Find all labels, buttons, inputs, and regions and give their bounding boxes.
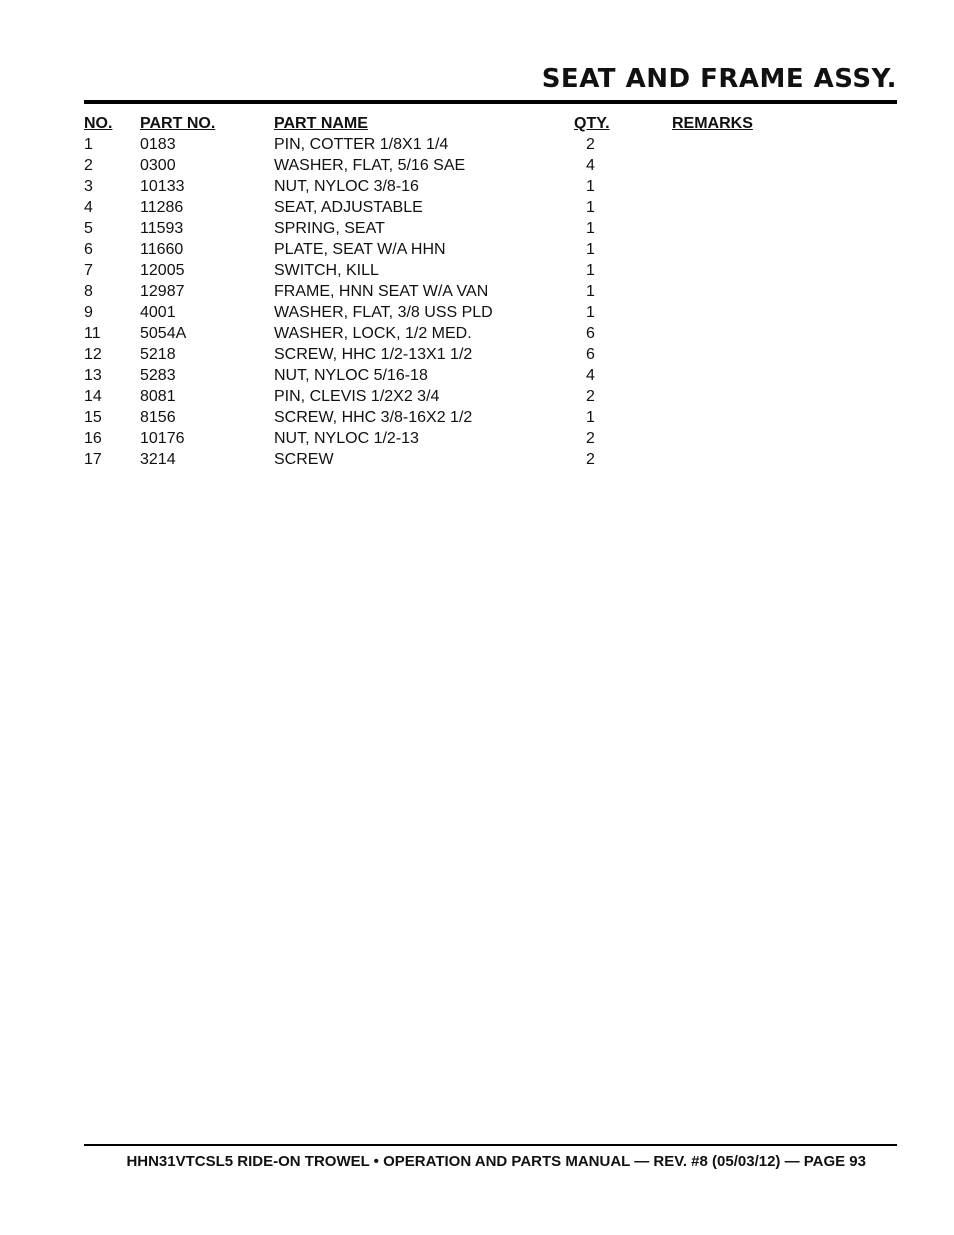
cell-qty: 4 (586, 156, 595, 174)
cell-part-no: 3214 (140, 450, 176, 468)
cell-remarks (672, 302, 872, 323)
cell-no: 6 (84, 240, 93, 258)
cell-remarks (672, 260, 872, 281)
cell-qty: 1 (586, 282, 595, 300)
table-row (84, 386, 872, 407)
cell-part-name: SCREW, HHC 3/8-16X2 1/2 (274, 408, 473, 426)
cell-remarks (672, 428, 872, 449)
cell-no: 17 (84, 450, 102, 468)
cell-remarks (672, 407, 872, 428)
parts-table (84, 113, 872, 470)
cell-part-no: 5218 (140, 345, 176, 363)
cell-remarks (672, 197, 872, 218)
cell-remarks (672, 449, 872, 470)
cell-part-name: SEAT, ADJUSTABLE (274, 198, 423, 216)
page-title: SEAT AND FRAME ASSY. (541, 64, 897, 94)
table-row (84, 155, 872, 176)
cell-qty: 1 (586, 303, 595, 321)
cell-qty: 1 (586, 177, 595, 195)
cell-no: 16 (84, 429, 102, 447)
table-row (84, 239, 872, 260)
cell-part-name: PIN, CLEVIS 1/2X2 3/4 (274, 387, 440, 405)
cell-part-name: PIN, COTTER 1/8X1 1/4 (274, 135, 449, 153)
table-row (84, 197, 872, 218)
cell-part-no: 11660 (140, 240, 184, 258)
cell-qty: 6 (586, 345, 595, 363)
cell-qty: 2 (586, 387, 595, 405)
cell-no: 2 (84, 156, 93, 174)
table-row (84, 302, 872, 323)
cell-part-no: 5054A (140, 324, 187, 342)
cell-part-no: 0300 (140, 156, 176, 174)
cell-qty: 1 (586, 261, 595, 279)
cell-remarks (672, 218, 872, 239)
table-row (84, 407, 872, 428)
cell-qty: 1 (586, 198, 595, 216)
table-row (84, 344, 872, 365)
table-row (84, 428, 872, 449)
cell-no: 4 (84, 198, 93, 216)
table-row (84, 281, 872, 302)
cell-no: 7 (84, 261, 93, 279)
cell-no: 9 (84, 303, 93, 321)
cell-qty: 6 (586, 324, 595, 342)
cell-part-name: NUT, NYLOC 3/8-16 (274, 177, 419, 195)
table-row (84, 260, 872, 281)
cell-part-name: PLATE, SEAT W/A HHN (274, 240, 446, 258)
cell-part-name: NUT, NYLOC 5/16-18 (274, 366, 428, 384)
header-no: NO. (84, 114, 113, 132)
table-row (84, 449, 872, 470)
cell-qty: 2 (586, 135, 595, 153)
cell-part-name: SPRING, SEAT (274, 219, 385, 237)
cell-part-name: NUT, NYLOC 1/2-13 (274, 429, 419, 447)
cell-remarks (672, 344, 872, 365)
cell-part-no: 10133 (140, 177, 185, 195)
cell-remarks (672, 386, 872, 407)
title-rule (84, 100, 897, 104)
cell-qty: 4 (586, 366, 595, 384)
cell-part-no: 11593 (140, 219, 184, 237)
cell-part-no: 12005 (140, 261, 185, 279)
table-row (84, 323, 872, 344)
cell-part-name: WASHER, FLAT, 3/8 USS PLD (274, 303, 493, 321)
cell-part-no: 8156 (140, 408, 176, 426)
cell-part-name: SCREW, HHC 1/2-13X1 1/2 (274, 345, 473, 363)
header-part-name: PART NAME (274, 114, 368, 132)
cell-remarks (672, 323, 872, 344)
cell-remarks (672, 239, 872, 260)
cell-no: 1 (84, 135, 93, 153)
cell-part-no: 0183 (140, 135, 176, 153)
cell-qty: 1 (586, 219, 595, 237)
cell-no: 13 (84, 366, 102, 384)
cell-no: 15 (84, 408, 102, 426)
cell-qty: 1 (586, 240, 595, 258)
cell-part-no: 12987 (140, 282, 185, 300)
header-row (84, 113, 872, 134)
cell-remarks (672, 134, 872, 155)
cell-part-no: 11286 (140, 198, 184, 216)
header-remarks: REMARKS (672, 114, 753, 132)
table-row (84, 365, 872, 386)
cell-no: 3 (84, 177, 93, 195)
cell-part-name: FRAME, HNN SEAT W/A VAN (274, 282, 489, 300)
cell-part-name: SCREW (274, 450, 334, 468)
cell-part-no: 4001 (140, 303, 176, 321)
header-qty: QTY. (574, 114, 610, 132)
cell-no: 14 (84, 387, 102, 405)
cell-part-no: 5283 (140, 366, 176, 384)
cell-part-name: WASHER, LOCK, 1/2 MED. (274, 324, 472, 342)
cell-part-name: SWITCH, KILL (274, 261, 379, 279)
table-row (84, 218, 872, 239)
cell-part-no: 8081 (140, 387, 176, 405)
cell-part-no: 10176 (140, 429, 185, 447)
cell-remarks (672, 155, 872, 176)
footer-rule (84, 1144, 897, 1146)
cell-part-name: WASHER, FLAT, 5/16 SAE (274, 156, 466, 174)
header-part-no: PART NO. (140, 114, 216, 132)
page-footer: HHN31VTCSL5 RIDE-ON TROWEL • OPERATION AND PARTS MANUAL — REV. #8 (05/03/12) — PAGE 93 (126, 1153, 866, 1170)
table-row (84, 176, 872, 197)
cell-qty: 2 (586, 450, 595, 468)
cell-no: 8 (84, 282, 93, 300)
cell-remarks (672, 281, 872, 302)
cell-remarks (672, 176, 872, 197)
cell-remarks (672, 365, 872, 386)
cell-no: 12 (84, 345, 102, 363)
cell-qty: 1 (586, 408, 595, 426)
cell-no: 5 (84, 219, 93, 237)
cell-qty: 2 (586, 429, 595, 447)
cell-no: 11 (84, 324, 101, 342)
table-row (84, 134, 872, 155)
